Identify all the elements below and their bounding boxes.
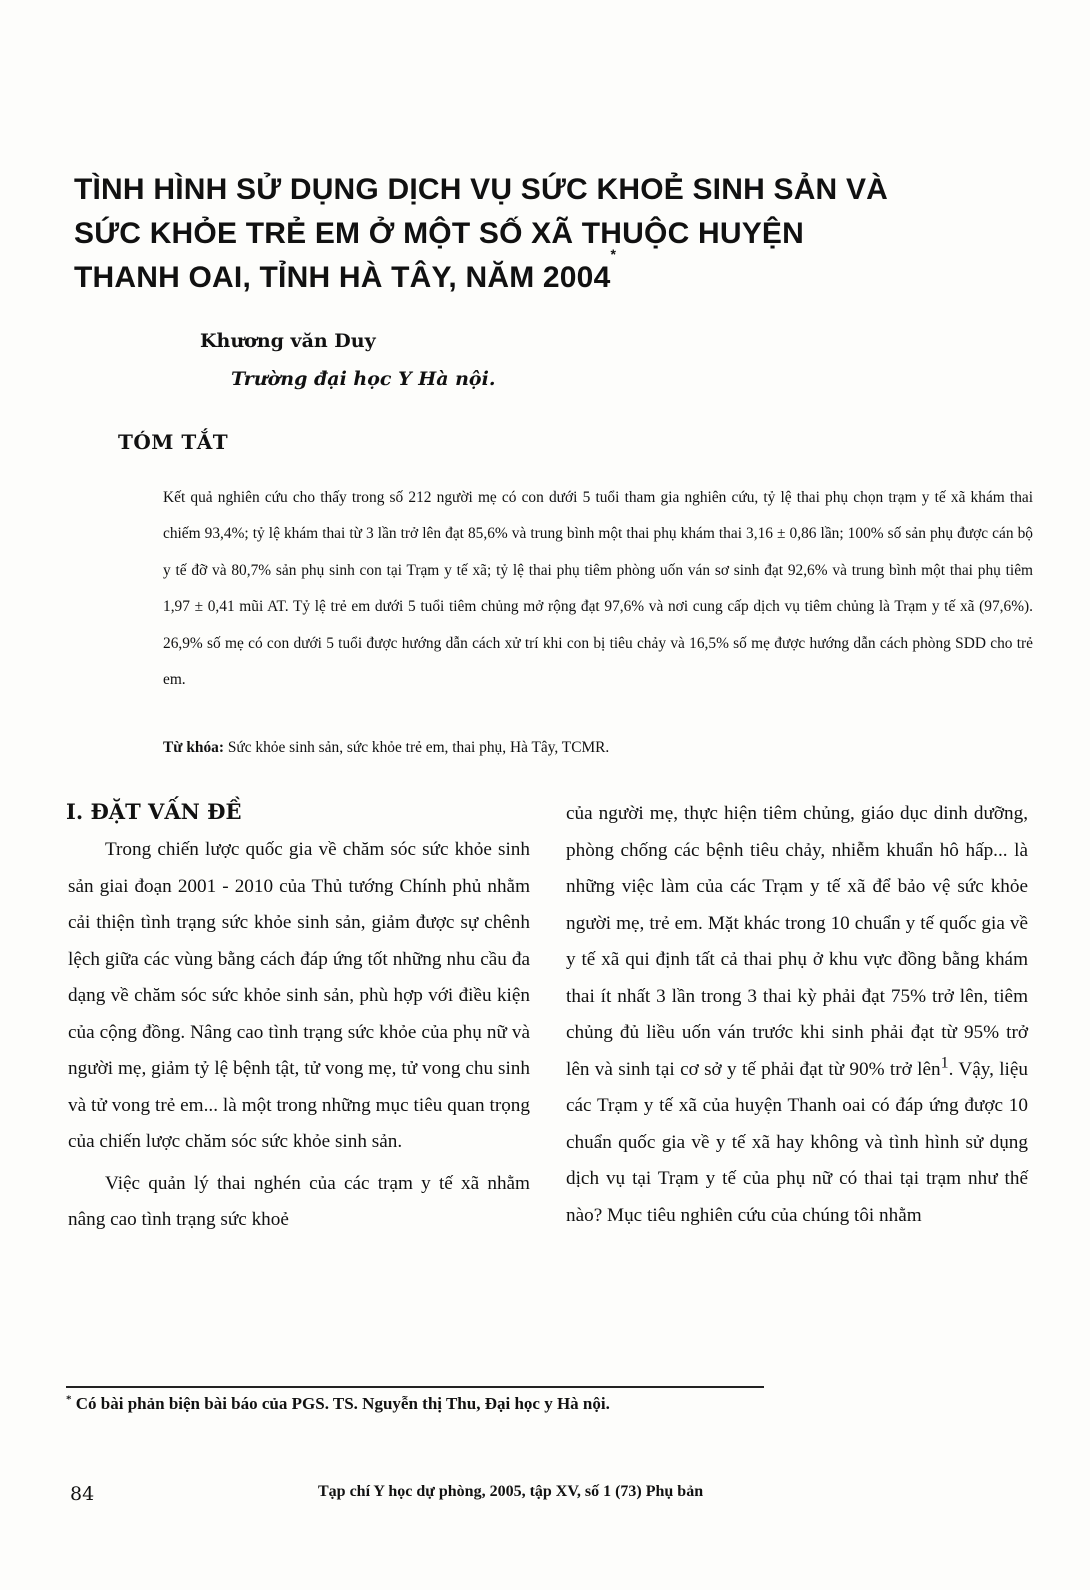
continued-text-part-1: của người mẹ, thực hiện tiêm chủng, giáo dục dinh dưỡng, phòng chống các bệnh tiêu chảy, nhiễm khuẩn hô hấp... là những việc làm của các Trạm y tế xã để bảo vệ sức khỏe người mẹ, trẻ em. Mặt khác trong 10 chuẩn y tế quốc gia về y tế xã qui định tất cả thai phụ ở khu vực đồng bằng khám thai ít nhất 3 lần trong 3 thai kỳ phải đạt 75% trở lên, tiêm chủng đủ liều uốn ván trước khi sinh phải đạt từ 95% trở lên và sinh tại cơ sở y tế phải đạt từ 90% trở lên [566,803,1028,1080]
title-line-3-text: THANH OAI, TỈNH HÀ TÂY, NĂM 2004 [74,261,611,294]
title-footnote-mark: * [610,246,617,262]
continued-text-part-2: . Vậy, liệu các Trạm y tế xã của huyện Thanh oai có đáp ứng được 10 chuẩn quốc gia về y tế xã hay không và tình hình sử dụng dịch vụ tại Trạm y tế của phụ nữ có thai tại trạm như thế nào? Mục tiêu nghiên cứu của chúng tôi nhằm [566,1058,1028,1226]
footnote-divider [66,1386,764,1388]
title-line-2: SỨC KHỎE TRẺ EM Ở MỘT SỐ XÃ THUỘC HUYỆN [74,217,804,250]
intro-paragraph-2: Việc quản lý thai nghén của các trạm y tế xã nhằm nâng cao tình trạng sức khoẻ [68,1172,530,1230]
reference-marker: 1 [940,1054,949,1072]
keywords [163,736,1033,760]
journal-citation: Tạp chí Y học dự phòng, 2005, tập XV, số 1 (73) Phụ bản [318,1483,704,1500]
title-line-1: TÌNH HÌNH SỬ DỤNG DỊCH VỤ SỨC KHOẺ SINH SẢN VÀ [74,173,889,206]
intro-paragraph-1: Trong chiến lược quốc gia về chăm sóc sức khỏe sinh sản giai đoạn 2001 - 2010 của Thủ tướng Chính phủ nhằm cải thiện tình trạng sức khỏe sinh sản, giảm được sự chênh lệch giữa các vùng bằng cách đáp ứng tốt những nhu cầu đa dạng về chăm sóc sức khỏe sinh sản, phù hợp với điều kiện của cộng đồng. Nâng cao tình trạng sức khỏe của phụ nữ và người mẹ, giảm tỷ lệ bệnh tật, tử vong mẹ, tử vong chu sinh và tử vong trẻ em... là một trong những mục tiêu quan trọng của chiến lược chăm sóc sức khỏe sinh sản. [68,839,530,1152]
title-line-3 [74,246,974,300]
abstract-heading: TÓM TẮT [118,430,229,454]
intro-paragraph-2-continued [566,796,1028,1234]
page-number: 84 [70,1483,95,1505]
footnote [66,1394,610,1414]
abstract-text: Kết quả nghiên cứu cho thấy trong số 212 người mẹ có con dưới 5 tuổi tham gia nghiên cứu, tỷ lệ thai phụ chọn trạm y tế xã khám thai chiếm 93,4%; tỷ lệ khám thai từ 3 lần trở lên đạt 85,6% và trung bình một thai phụ khám thai 3,16 ± 0,86 lần; 100% số sản phụ được cán bộ y tế đỡ và 80,7% sản phụ sinh con tại Trạm y tế xã; tỷ lệ thai phụ tiêm phòng uốn ván sơ sinh đạt 92,6% và trung bình một thai phụ tiêm 1,97 ± 0,41 mũi AT. Tỷ lệ trẻ em dưới 5 tuổi tiêm chủng mở rộng đạt 97,6% và nơi cung cấp dịch vụ tiêm chủng là Trạm y tế xã (97,6%). 26,9% số mẹ có con dưới 5 tuổi được hướng dẫn cách xử trí khi con bị tiêu chảy và 16,5% số mẹ được hướng dẫn cách phòng SDD cho trẻ em. [163,489,1033,689]
author-name: Khương văn Duy [200,330,376,352]
footnote-text: Có bài phản biện bài báo của PGS. TS. Nguyễn thị Thu, Đại học y Hà nội. [71,1394,610,1413]
keywords-label: Từ khóa: [163,739,224,756]
keywords-list: Sức khỏe sinh sản, sức khỏe trẻ em, thai phụ, Hà Tây, TCMR. [223,739,610,756]
paper-title [74,168,974,300]
section-heading: I. ĐẶT VẤN ĐỀ [66,799,242,824]
footnote-mark: * [66,1393,72,1406]
left-column [68,832,530,1239]
right-column [566,796,1028,1234]
author-affiliation: Trường đại học Y Hà nội. [231,368,496,390]
